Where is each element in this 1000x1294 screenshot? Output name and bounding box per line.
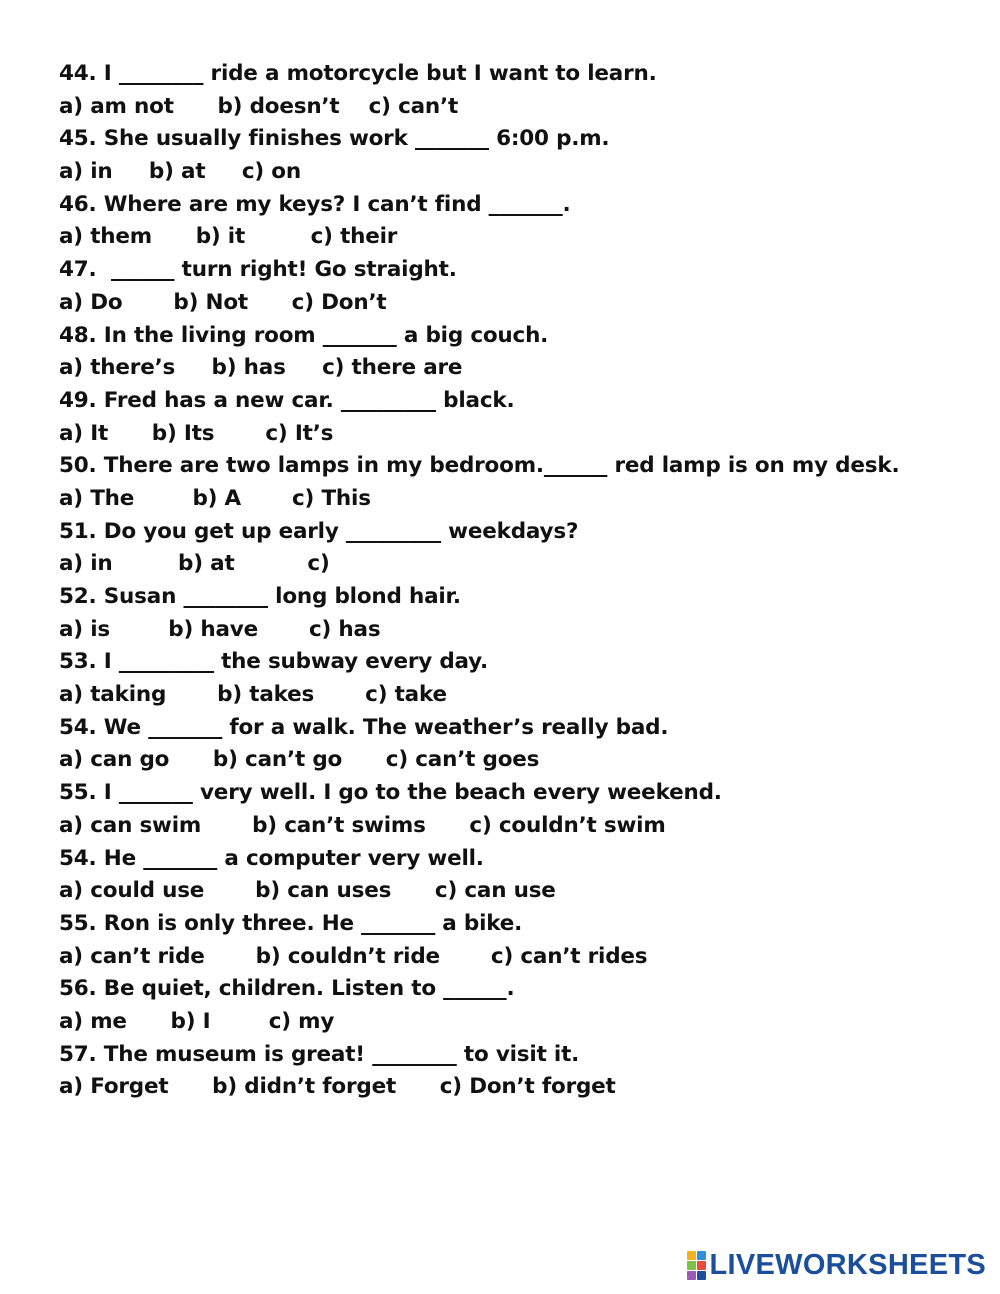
options-44: a) am not b) doesn’t c) can’t	[59, 93, 459, 119]
liveworksheets-logo	[687, 1249, 987, 1282]
options-51: a) in b) at c)	[59, 551, 330, 577]
options-53: a) taking b) takes c) take	[59, 682, 447, 708]
options-56: a) me b) I c) my	[59, 1008, 335, 1034]
question-46: 46. Where are my keys? I can’t find _______.	[59, 191, 571, 217]
question-48: 48. In the living room _______ a big couch.	[59, 322, 549, 348]
question-54-second: 54. He _______ a computer very well.	[59, 845, 484, 871]
options-46: a) them b) it c) their	[59, 224, 398, 250]
question-56: 56. Be quiet, children. Listen to ______.	[59, 976, 515, 1002]
logo-tile	[687, 1271, 696, 1280]
question-55: 55. I _______ very well. I go to the beach every weekend.	[59, 780, 722, 806]
logo-tile	[697, 1251, 706, 1260]
worksheet-questions	[59, 58, 939, 1104]
question-45: 45. She usually finishes work _______ 6:00 p.m.	[59, 126, 610, 152]
question-47: 47. ______ turn right! Go straight.	[59, 257, 457, 283]
question-57: 57. The museum is great! ________ to visit it.	[59, 1041, 580, 1067]
options-55: a) can swim b) can’t swims c) couldn’t swim	[59, 812, 666, 838]
question-52: 52. Susan ________ long blond hair.	[59, 584, 461, 610]
options-55-second: a) can’t ride b) couldn’t ride c) can’t rides	[59, 943, 648, 969]
liveworksheets-logo-text: LIVEWORKSHEETS	[709, 1249, 986, 1281]
question-49: 49. Fred has a new car. _________ black.	[59, 387, 515, 413]
options-49: a) It b) Its c) It’s	[59, 420, 334, 446]
question-50: 50. There are two lamps in my bedroom.______ red lamp is on my desk.	[59, 453, 900, 479]
logo-tile	[687, 1251, 696, 1260]
logo-tile	[687, 1261, 696, 1270]
question-51: 51. Do you get up early _________ weekdays?	[59, 518, 579, 544]
options-57: a) Forget b) didn’t forget c) Don’t forget	[59, 1074, 616, 1100]
options-45: a) in b) at c) on	[59, 159, 301, 185]
options-48: a) there’s b) has c) there are	[59, 355, 463, 381]
options-50: a) The b) A c) This	[59, 485, 371, 511]
logo-tile	[697, 1271, 706, 1280]
options-54: a) can go b) can’t go c) can’t goes	[59, 747, 540, 773]
question-54: 54. We _______ for a walk. The weather’s really bad.	[59, 714, 669, 740]
logo-tile	[697, 1261, 706, 1270]
options-54-second: a) could use b) can uses c) can use	[59, 878, 556, 904]
question-53: 53. I _________ the subway every day.	[59, 649, 488, 675]
question-44: 44. I ________ ride a motorcycle but I want to learn.	[59, 61, 657, 86]
options-52: a) is b) have c) has	[59, 616, 381, 642]
options-47: a) Do b) Not c) Don’t	[59, 289, 387, 315]
liveworksheets-logo-icon	[687, 1251, 706, 1280]
question-55-second: 55. Ron is only three. He _______ a bike.	[59, 910, 523, 936]
